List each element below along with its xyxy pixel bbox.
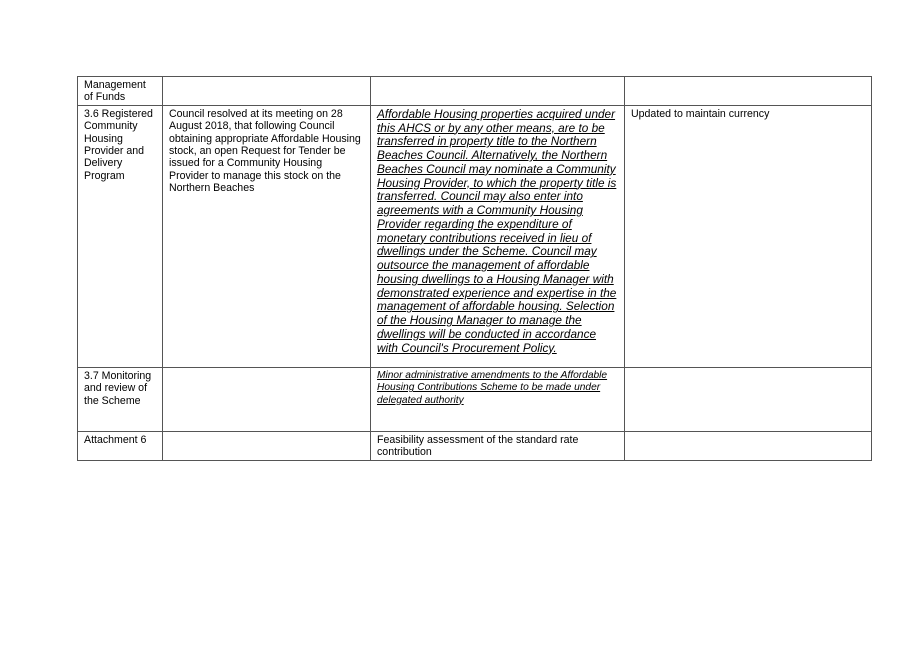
proposed-cell: Minor administrative amendments to the Affordable Housing Contributions Scheme to be made under delegated authority <box>371 367 625 431</box>
amendments-table <box>77 76 872 461</box>
current-cell <box>163 367 371 431</box>
table-row <box>78 367 872 431</box>
proposed-cell: Feasibility assessment of the standard rate contribution <box>371 431 625 460</box>
table-row <box>78 77 872 106</box>
section-cell: Management of Funds <box>78 77 163 106</box>
proposed-cell <box>371 77 625 106</box>
reason-cell <box>625 367 872 431</box>
reason-cell <box>625 77 872 106</box>
current-cell: Council resolved at its meeting on 28 August 2018, that following Council obtaining appropriate Affordable Housing stock, an open Request for Tender be issued for a Community Housing Provider to manage this stock on the Northern Beaches <box>163 105 371 367</box>
table-row <box>78 431 872 460</box>
reason-cell <box>625 431 872 460</box>
reason-cell: Updated to maintain currency <box>625 105 872 367</box>
proposed-cell: Affordable Housing properties acquired under this AHCS or by any other means, are to be transferred in property title to the Northern Beaches Council. Alternatively, the Northern Beaches Council may nominate a Community Housing Provider, to which the property title is transferred. Council may also enter into agreements with a Community Housing Provider regarding the expenditure of monetary contributions received in lieu of dwellings under the Scheme. Council may outsource the management of affordable housing dwellings to a Housing Manager with demonstrated experience and expertise in the management of affordable housing. Selection of the Housing Manager to manage the dwellings will be conducted in accordance with Council's Procurement Policy. <box>371 105 625 367</box>
section-cell: Attachment 6 <box>78 431 163 460</box>
current-cell <box>163 77 371 106</box>
section-cell: 3.7 Monitoring and review of the Scheme <box>78 367 163 431</box>
current-cell <box>163 431 371 460</box>
section-cell: 3.6 Registered Community Housing Provider and Delivery Program <box>78 105 163 367</box>
table-row <box>78 105 872 367</box>
